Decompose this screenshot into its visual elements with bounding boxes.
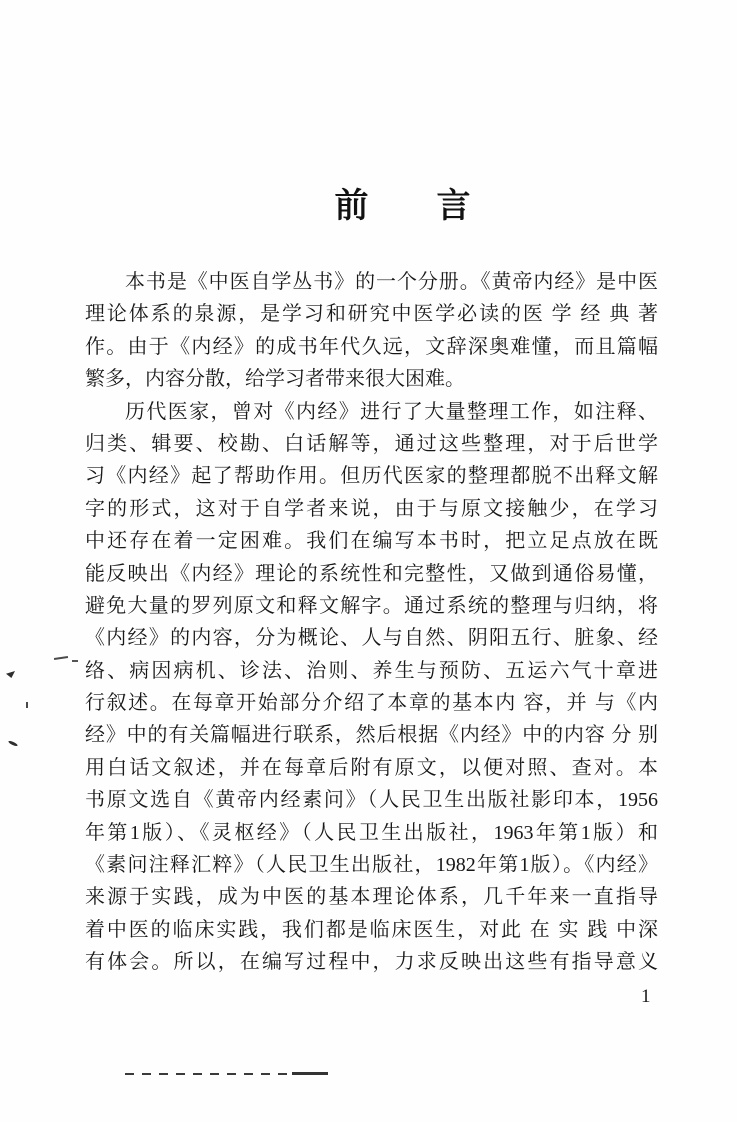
text-line: 行叙述。在每章开始部分介绍了本章的基本内 容，并 与《内: [85, 692, 658, 715]
page-number: 1: [641, 986, 651, 1007]
text-line: 络、病因病机、诊法、治则、养生与预防、五运六气十章进: [85, 659, 658, 682]
text-line: 经》中的有关篇幅进行联系，然后根据《内经》中的内容 分 别: [85, 724, 658, 747]
scan-artifact-dashed-line: [125, 1073, 290, 1075]
text-line: 繁多，内容分散，给学习者带来很大困难。: [85, 368, 465, 391]
text-line: 作。由于《内经》的成书年代久远，文辞深奥难懂，而且篇幅: [85, 335, 658, 358]
text-line: 用白话文叙述，并在每章后附有原文，以便对照、查对。本: [85, 756, 658, 779]
text-line: 《素问注释汇粹》（人民卫生出版社，1982年第1版）。《内经》: [85, 854, 658, 877]
scan-speck: [26, 702, 28, 708]
text-line: 避免大量的罗列原文和释文解字。通过系统的整理与归纳，将: [85, 594, 658, 617]
text-line: 书原文选自《黄帝内经素问》（人民卫生出版社影印本，1956: [85, 789, 658, 812]
text-line: 来源于实践，成为中医的基本理论体系，几千年来一直指导: [85, 886, 658, 909]
scan-speck: [72, 660, 78, 662]
text-line: 着中医的临床实践，我们都是临床医生，对此 在 实 践 中深: [85, 918, 658, 941]
text-line: 中还存在着一定困难。我们在编写本书时，把立足点放在既: [85, 530, 658, 553]
body-text-block: [85, 266, 658, 979]
text-line: 年第1版）、《灵枢经》（人民卫生出版社，1963年第1版）和: [85, 821, 658, 844]
page-title: 前 言: [334, 188, 471, 225]
text-line: 归类、辑要、校勘、白话解等，通过这些整理，对于后世学: [85, 432, 658, 455]
text-line: 《内经》的内容，分为概论、人与自然、阴阳五行、脏象、经: [85, 627, 658, 650]
scan-artifact-dash: [292, 1072, 328, 1075]
text-line: 字的形式，这对于自学者来说，由于与原文接触少，在学习: [85, 497, 658, 520]
text-line: 能反映出《内经》理论的系统性和完整性，又做到通俗易懂，: [85, 562, 658, 585]
text-line: 习《内经》起了帮助作用。但历代医家的整理都脱不出释文解: [85, 465, 658, 488]
text-line: 历代医家，曾对《内经》进行了大量整理工作，如注释、: [125, 400, 658, 423]
text-line: 理论体系的泉源，是学习和研究中医学必读的医 学 经 典 著: [85, 303, 658, 326]
text-line: 本书是《中医自学丛书》的一个分册。《黄帝内经》是中医: [125, 271, 658, 293]
text-line: 有体会。所以，在编写过程中，力求反映出这些有指导意义: [85, 951, 658, 974]
